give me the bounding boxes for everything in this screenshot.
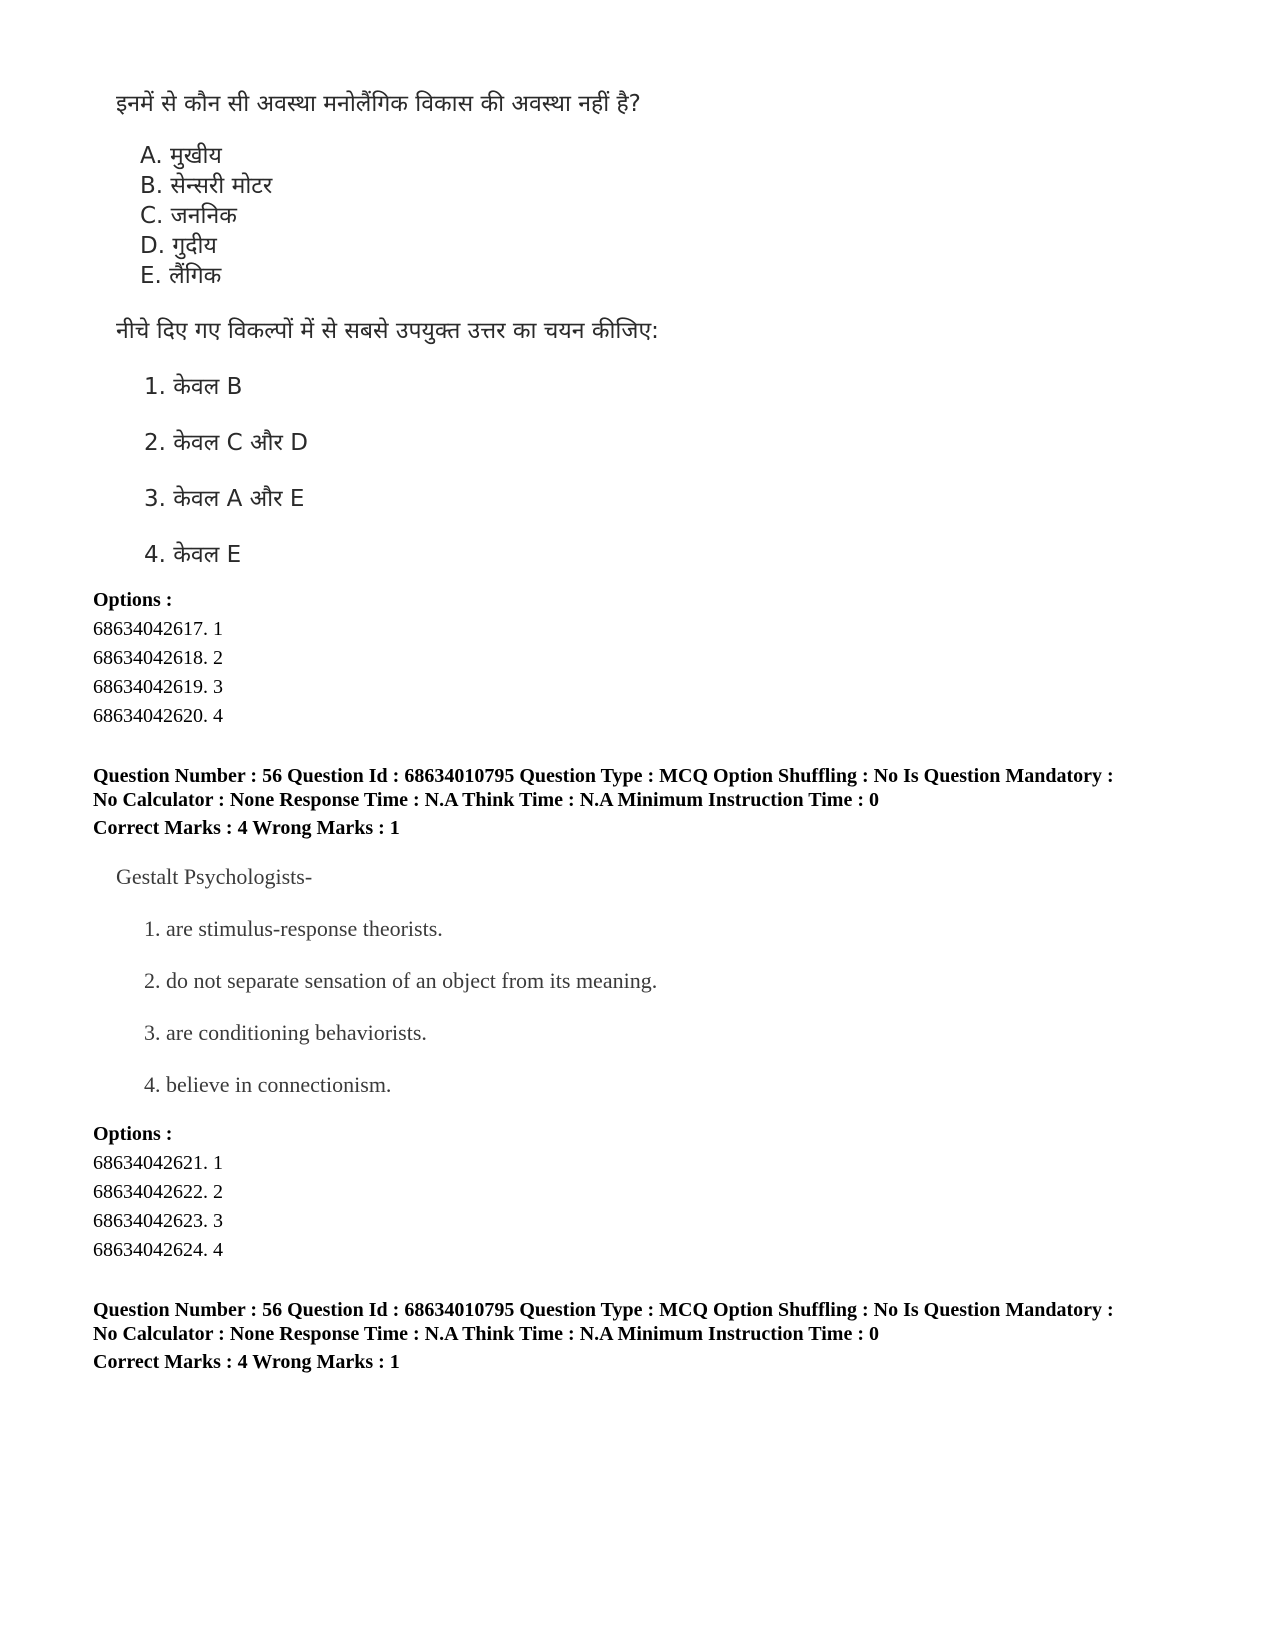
marks-line: Correct Marks : 4 Wrong Marks : 1 (93, 1351, 400, 1373)
meta-line-2: No Calculator : None Response Time : N.A Think Time : N.A Minimum Instruction Time : 0 (93, 1323, 879, 1345)
option-item: 68634042624. 4 (93, 1239, 223, 1261)
choice-2: 2. do not separate sensation of an object from its meaning. (144, 968, 658, 993)
choice-3: 3. are conditioning behaviorists. (144, 1020, 427, 1045)
question-meta-2 (93, 1298, 1243, 1374)
question-meta-1 (93, 764, 1243, 840)
option-item: 68634042621. 1 (93, 1152, 223, 1174)
statement-b: B. सेन्सरी मोटर (140, 173, 273, 199)
options-list-b (93, 1120, 223, 1265)
question-b-text: Gestalt Psychologists- (116, 864, 313, 889)
choice-1: 1. केवल B (144, 374, 243, 400)
meta-line-1: Question Number : 56 Question Id : 68634010795 Question Type : MCQ Option Shuffling : No Is Question Mandatory : (93, 765, 1114, 787)
options-list-a (93, 586, 223, 731)
statement-c: C. जननिक (140, 203, 237, 229)
option-item: 68634042618. 2 (93, 647, 223, 669)
instruction-text: नीचे दिए गए विकल्पों में से सबसे उपयुक्त उत्तर का चयन कीजिए: (116, 318, 659, 344)
meta-line-2: No Calculator : None Response Time : N.A Think Time : N.A Minimum Instruction Time : 0 (93, 789, 879, 811)
statement-a: A. मुखीय (140, 143, 222, 169)
choice-3: 3. केवल A और E (144, 486, 305, 512)
question-a-text: इनमें से कौन सी अवस्था मनोलैंगिक विकास की अवस्था नहीं है? (116, 91, 641, 117)
option-item: 68634042622. 2 (93, 1181, 223, 1203)
option-item: 68634042619. 3 (93, 676, 223, 698)
choice-4: 4. केवल E (144, 542, 242, 568)
meta-line-1: Question Number : 56 Question Id : 68634010795 Question Type : MCQ Option Shuffling : No Is Question Mandatory : (93, 1299, 1114, 1321)
marks-line: Correct Marks : 4 Wrong Marks : 1 (93, 817, 400, 839)
statement-e: E. लैंगिक (140, 263, 222, 289)
option-item: 68634042617. 1 (93, 618, 223, 640)
choice-2: 2. केवल C और D (144, 430, 308, 456)
option-item: 68634042623. 3 (93, 1210, 223, 1232)
options-title: Options : (93, 1123, 173, 1145)
statement-d: D. गुदीय (140, 233, 217, 259)
choice-1: 1. are stimulus-response theorists. (144, 916, 443, 941)
choice-4: 4. believe in connectionism. (144, 1072, 392, 1097)
option-item: 68634042620. 4 (93, 705, 223, 727)
options-title: Options : (93, 589, 173, 611)
